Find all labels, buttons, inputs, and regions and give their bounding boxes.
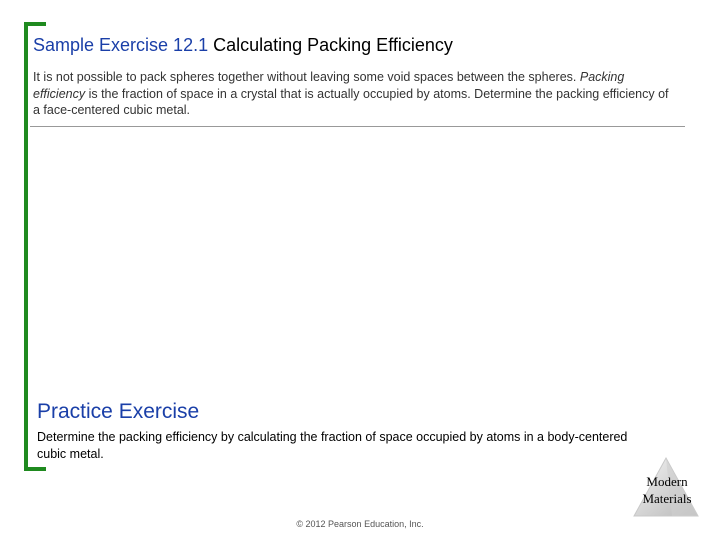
practice-exercise-text: Determine the packing efficiency by calculating the fraction of space occupied by atoms in a body-centered cubic metal. [37,430,628,461]
divider-line [30,126,685,127]
frame-bracket-bottom [24,467,46,471]
practice-exercise-heading: Practice Exercise [37,400,200,423]
frame-bracket-vertical [24,22,28,471]
exercise-statement [33,69,673,119]
logo-line-2: Materials [642,491,692,506]
logo-text [632,473,702,507]
exercise-title [33,35,453,56]
frame-bracket-top [24,22,46,26]
logo-line-1: Modern [646,474,688,489]
exercise-number: Sample Exercise 12.1 [33,35,209,55]
statement-term: Packing efficiency [33,70,625,101]
modern-materials-logo [632,456,700,520]
statement-part-1: It is not possible to pack spheres together without leaving some void spaces between the spheres. [33,70,580,84]
statement-part-2: is the fraction of space in a crystal that is actually occupied by atoms. Determine the packing efficiency of a face-centered cubic metal. [33,86,669,117]
exercise-topic: Calculating Packing Efficiency [208,35,453,55]
copyright-notice: © 2012 Pearson Education, Inc. [296,519,424,529]
